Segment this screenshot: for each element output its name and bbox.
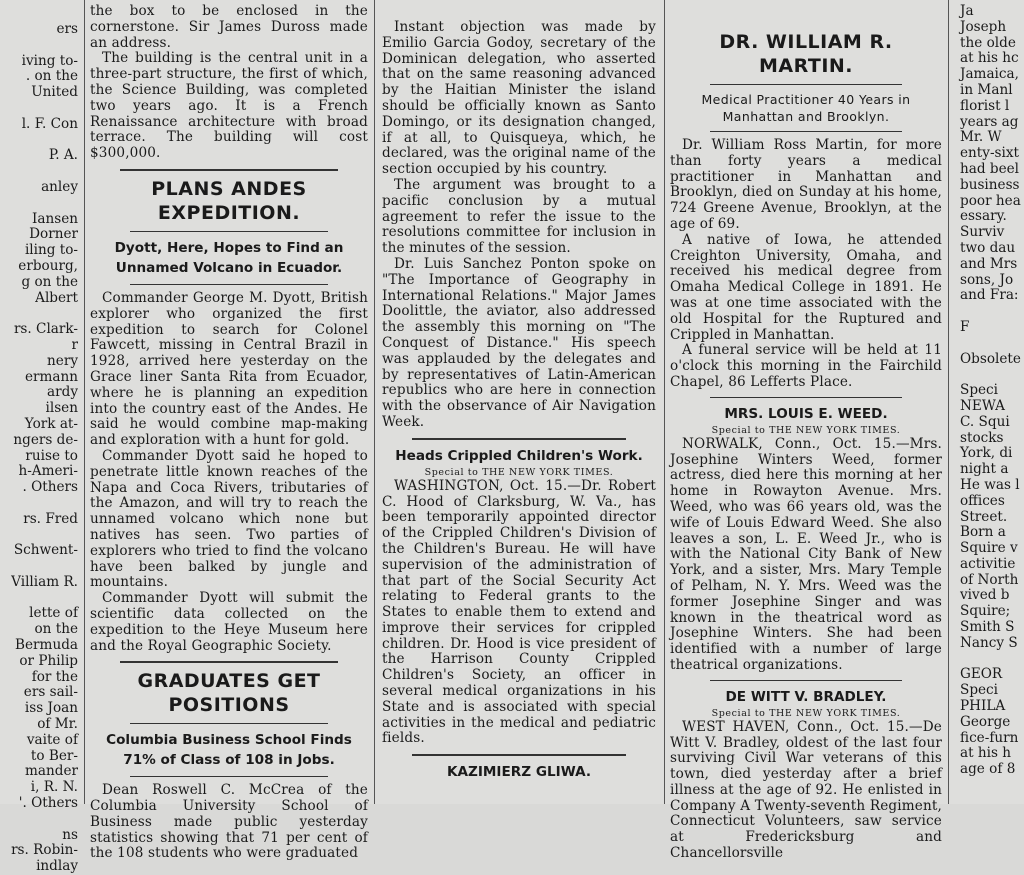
paragraph: Dean Roswell C. McCrea of the Columbia University School of Business made public yesterday statistics showing that 71 per cent of the 108 students who were graduated <box>90 782 368 862</box>
fragment-line <box>6 496 78 512</box>
fragment-line: ngers de- <box>13 431 78 448</box>
divider <box>710 84 902 85</box>
fragment-line: the olde <box>960 34 1016 51</box>
andes-subhead: Dyott, Here, Hopes to Find an Unnamed Volcano in Ecuador. <box>114 239 344 276</box>
paragraph: Commander Dyott will submit the scientific data collected on the expedition to the Heye Museum here and the Royal Geographic Society. <box>90 590 368 654</box>
fragment-line: r <box>71 336 78 353</box>
weed-byline: Special to THE NEW YORK TIMES. <box>711 424 901 436</box>
fragment-line: C. Squi <box>960 413 1010 430</box>
bradley-headline: DE WITT V. BRADLEY. <box>725 688 887 705</box>
fragment-line: ers <box>56 21 78 37</box>
paragraph: A native of Iowa, he attended Creighton University, Omaha, and received his medical degree from Omaha Medical College in 1891. He was at one time associated with the old Hospital for the Ruptured and Crippled in Manhattan. <box>670 231 942 343</box>
fragment-line: Surviv <box>960 224 1005 241</box>
left-fragment-column <box>0 0 80 875</box>
fragment-line <box>960 367 1024 383</box>
fragment-line: vived b <box>960 587 1010 604</box>
right-fragment-lines <box>952 0 1024 778</box>
fragment-line: Dorner <box>29 226 78 243</box>
fragment-line: and Mrs <box>960 255 1018 272</box>
geography-article-body <box>382 20 656 431</box>
fragment-line: Street. <box>960 508 1008 525</box>
fragment-line: lette of <box>29 605 78 622</box>
fragment-line: GEOR <box>960 666 1003 683</box>
fragment-line: and Fra: <box>960 287 1019 304</box>
fragment-line: fice-furn <box>960 729 1019 746</box>
fragment-line <box>6 306 78 322</box>
fragment-line: United <box>31 84 78 101</box>
paragraph: The argument was brought to a pacific conclusion by a mutual agreement to refer the issue to the resolutions committee for inclusion in the minutes of the session. <box>382 176 656 257</box>
fragment-line: of Mr. <box>37 716 78 733</box>
fragment-line: Squire; <box>960 603 1011 620</box>
divider <box>710 397 902 398</box>
fragment-line <box>6 196 78 212</box>
gliwa-headline: KAZIMIERZ GLIWA. <box>446 764 592 781</box>
graduates-article-body <box>90 783 368 862</box>
fragment-line: Speci <box>960 682 999 699</box>
fragment-line: l. F. Con <box>21 115 78 132</box>
fragment-line: enty-sixt <box>960 145 1019 162</box>
fragment-line: or Philip <box>19 652 78 669</box>
crippled-children-byline: Special to THE NEW YORK TIMES. <box>424 466 614 478</box>
fragment-line: indlay <box>36 858 78 875</box>
fragment-line <box>6 528 78 544</box>
fragment-line: Joseph <box>960 18 1007 35</box>
fragment-line: two dau <box>960 239 1016 256</box>
fragment-line: NEWA <box>960 397 1005 414</box>
fragment-line: Squire v <box>960 540 1018 557</box>
bradley-byline: Special to THE NEW YORK TIMES. <box>711 707 901 719</box>
fragment-line: offices <box>960 492 1005 509</box>
fragment-line: florist l <box>960 97 1010 114</box>
paragraph: NORWALK, Conn., Oct. 15.—Mrs. Josephine Winters Weed, former actress, died here this morning at her home in Rowayton Avenue. Mrs. Weed, who was 66 years old, was the wife of Louis Edward Weed. She also leaves a son, L. E. Weed Jr., who is with the National City Bank of New York, and a sister, Mrs. Mary Temple of Pelham, N. Y. Mrs. Weed was the former Josephine Singer and was known in the theatrical word as Josephine Winters. She had been identified with a number of large theatrical organizations. <box>670 435 942 673</box>
fragment-line: mander <box>25 763 78 780</box>
martin-subhead: Medical Practitioner 40 Years in Manhattan and Brooklyn. <box>701 92 911 124</box>
paragraph: the box to be enclosed in the cornerstone. Sir James Duross made an address. <box>90 3 368 51</box>
fragment-line: years ag <box>960 113 1019 130</box>
fragment-line: ermann <box>24 368 78 385</box>
fragment-line <box>6 133 78 149</box>
fragment-line: George <box>960 713 1011 730</box>
fragment-line: Speci <box>960 382 999 399</box>
fragment-line: P. A. <box>48 147 78 164</box>
fragment-line: at his h <box>960 745 1012 762</box>
fragment-line: Bermuda <box>15 637 78 654</box>
fragment-line: age of 8 <box>960 761 1016 778</box>
fragment-line: York at- <box>24 415 78 432</box>
fragment-line: sons, Jo <box>960 271 1014 288</box>
fragment-line: Albert <box>35 289 78 306</box>
fragment-line: Ja <box>960 3 974 19</box>
martin-article-body <box>670 138 942 391</box>
fragment-line: of North <box>960 571 1019 588</box>
martin-headline: DR. WILLIAM R. MARTIN. <box>719 31 893 77</box>
fragment-line: F <box>960 318 970 335</box>
column-rule <box>948 0 949 804</box>
intro-paragraphs <box>90 4 368 162</box>
fragment-line <box>6 591 78 607</box>
fragment-line: Smith S <box>960 619 1015 636</box>
column-rule <box>664 0 665 804</box>
paragraph: Dr. William Ross Martin, for more than forty years a medical practitioner in Manhattan and Brooklyn, died on Sunday at his home, 724 Greene Avenue, Brooklyn, at the age of 69. <box>670 137 942 232</box>
fragment-line: ruise to <box>25 447 78 464</box>
crippled-children-article-body <box>382 479 656 748</box>
fragment-line: at his hc <box>960 50 1019 67</box>
divider <box>130 284 328 285</box>
paragraph: Commander Dyott said he hoped to penetrate little known reaches of the Napa and Coca Rivers, tributaries of the Amazon, and will try to reach the unnamed volcano which none but natives has seen. Two parties of explorers who tried to find the volcano have been balked by jungle and mountains. <box>90 447 368 591</box>
graduates-headline: GRADUATES GET POSITIONS <box>137 670 321 717</box>
divider <box>710 680 902 681</box>
weed-article-body <box>670 437 942 674</box>
fragment-line: ilsen <box>45 400 78 417</box>
crippled-children-headline: Heads Crippled Children's Work. <box>395 447 643 464</box>
fragment-line: h-Ameri- <box>18 463 78 480</box>
fragment-line: rs. Fred <box>23 510 78 527</box>
andes-headline: PLANS ANDES EXPEDITION. <box>151 177 307 224</box>
graduates-subhead: Columbia Business School Finds 71% of Class of 108 in Jobs. <box>106 732 352 769</box>
divider <box>120 661 338 663</box>
weed-headline: MRS. LOUIS E. WEED. <box>724 405 888 422</box>
divider <box>412 438 626 440</box>
fragment-line <box>960 336 1024 352</box>
fragment-line: '. Others <box>18 795 78 812</box>
fragment-line: . on the <box>25 68 78 85</box>
bradley-article-body <box>670 720 942 862</box>
paragraph: WASHINGTON, Oct. 15.—Dr. Robert C. Hood of Clarksburg, W. Va., has been temporarily appointed director of the Crippled Children's Division of the Children's Bureau. He will have supervision of the administration of that part of the Social Security Act relating to Federal grants to the States to enable them to extend and improve their services for crippled children. Dr. Hood is vice president of the Harrison County Crippled Children's Society, an officer in several medical organizations in his State and is associated with special activities in the medical and pediatric fields. <box>382 477 656 747</box>
fragment-line <box>960 652 1024 668</box>
fragment-line: ardy <box>47 384 78 401</box>
divider <box>710 131 902 132</box>
right-fragment-column <box>952 0 1024 804</box>
fragment-line: iving to- <box>21 52 78 69</box>
fragment-line: York, di <box>960 445 1013 462</box>
paragraph: WEST HAVEN, Conn., Oct. 15.—De Witt V. Bradley, oldest of the last four surviving Civil War veterans of this town, died yesterday after a brief illness at the age of 92. He enlisted in Company A Twenty-seventh Regiment, Connecticut Volunteers, saw service at Fredericksburg and Chancellorsville <box>670 718 942 862</box>
fragment-line: rs. Clark- <box>13 321 78 338</box>
andes-article-body <box>90 291 368 654</box>
fragment-line: Nancy S <box>960 634 1018 651</box>
fragment-line <box>6 101 78 117</box>
fragment-line: erbourg, <box>18 257 78 274</box>
divider <box>412 754 626 756</box>
fragment-line: Jamaica, <box>960 66 1019 83</box>
fragment-line: had beel <box>960 160 1020 177</box>
fragment-line: activitie <box>960 555 1016 572</box>
fragment-line: rs. Robin- <box>11 842 78 859</box>
fragment-line: ers sail- <box>23 684 78 701</box>
paragraph: Instant objection was made by Emilio Garcia Godoy, secretary of the Dominican delegation, who asserted that on the same reasoning advanced by the Haitian Minister the island should be officially known as Santo Domingo, or its designation changed, if at all, to Quisqueya, which, he declared, was the original name of the section occupied by his country. <box>382 19 656 178</box>
fragment-line <box>6 559 78 575</box>
fragment-line: ns <box>62 826 78 843</box>
fragment-line: nery <box>47 352 78 369</box>
fragment-line: Born a <box>960 524 1006 541</box>
fragment-line: in Manl <box>960 81 1013 98</box>
fragment-line: on the <box>34 621 78 638</box>
paragraph: Dr. Luis Sanchez Ponton spoke on "The Importance of Geography in International Relations." Major James Doolittle, the aviator, also addressed the assembly this morning on "The Conquest of Distance." His speech was applauded by the delegates and by representatives of Latin-American republics who are here in connection with the observance of Air Navigation Week. <box>382 255 656 430</box>
fragment-line: Iansen <box>31 210 78 227</box>
paragraph: Commander George M. Dyott, British explorer who organized the first expedition to search for Colonel Fawcett, missing in Central Brazil in 1928, arrived here yesterday on the Grace liner Santa Rita from Ecuador, where he is planning an expedition into the country east of the Andes. He said he would combine map-making and exploration with a hunt for gold. <box>90 289 368 449</box>
fragment-line: night a <box>960 461 1009 478</box>
fragment-line: poor hea <box>960 192 1021 209</box>
left-fragment-lines <box>0 0 80 875</box>
fragment-line: He was l <box>960 476 1020 493</box>
fragment-line: anley <box>41 178 78 195</box>
fragment-line: PHILA <box>960 698 1006 715</box>
fragment-line <box>6 812 78 828</box>
fragment-line: Obsolete <box>960 350 1021 367</box>
fragment-line: i, R. N. <box>30 779 78 796</box>
divider <box>130 723 328 724</box>
column-andes <box>88 0 370 862</box>
fragment-line: Villiam R. <box>11 573 78 590</box>
fragment-line: g on the <box>21 273 78 290</box>
fragment-line: Mr. W <box>960 129 1002 146</box>
column-rule <box>374 0 375 804</box>
paragraph: The building is the central unit in a three-part structure, the first of which, the Science Building, was completed two years ago. It is a French Renaissance architecture with broad terrace. The building will cost $300,000. <box>90 50 368 162</box>
fragment-line <box>6 164 78 180</box>
column-geography <box>380 0 658 804</box>
divider <box>120 169 338 171</box>
fragment-line: iss Joan <box>24 700 78 717</box>
fragment-line <box>960 304 1024 320</box>
divider <box>130 231 328 232</box>
column-obituaries <box>668 0 944 862</box>
fragment-line: essary. <box>960 208 1007 225</box>
column-rule <box>84 0 85 804</box>
fragment-line: . Others <box>22 479 78 496</box>
fragment-line: business <box>960 176 1020 193</box>
fragment-line <box>6 38 78 54</box>
fragment-line: to Ber- <box>30 747 78 764</box>
divider <box>130 776 328 777</box>
paragraph: A funeral service will be held at 11 o'clock this morning in the Fairchild Chapel, 86 Lefferts Place. <box>670 342 942 390</box>
fragment-line: stocks <box>960 429 1004 446</box>
fragment-line: for the <box>31 668 78 685</box>
fragment-line: Schwent- <box>13 542 78 559</box>
fragment-line: iling to- <box>24 242 78 259</box>
fragment-line: vaite of <box>26 731 78 748</box>
